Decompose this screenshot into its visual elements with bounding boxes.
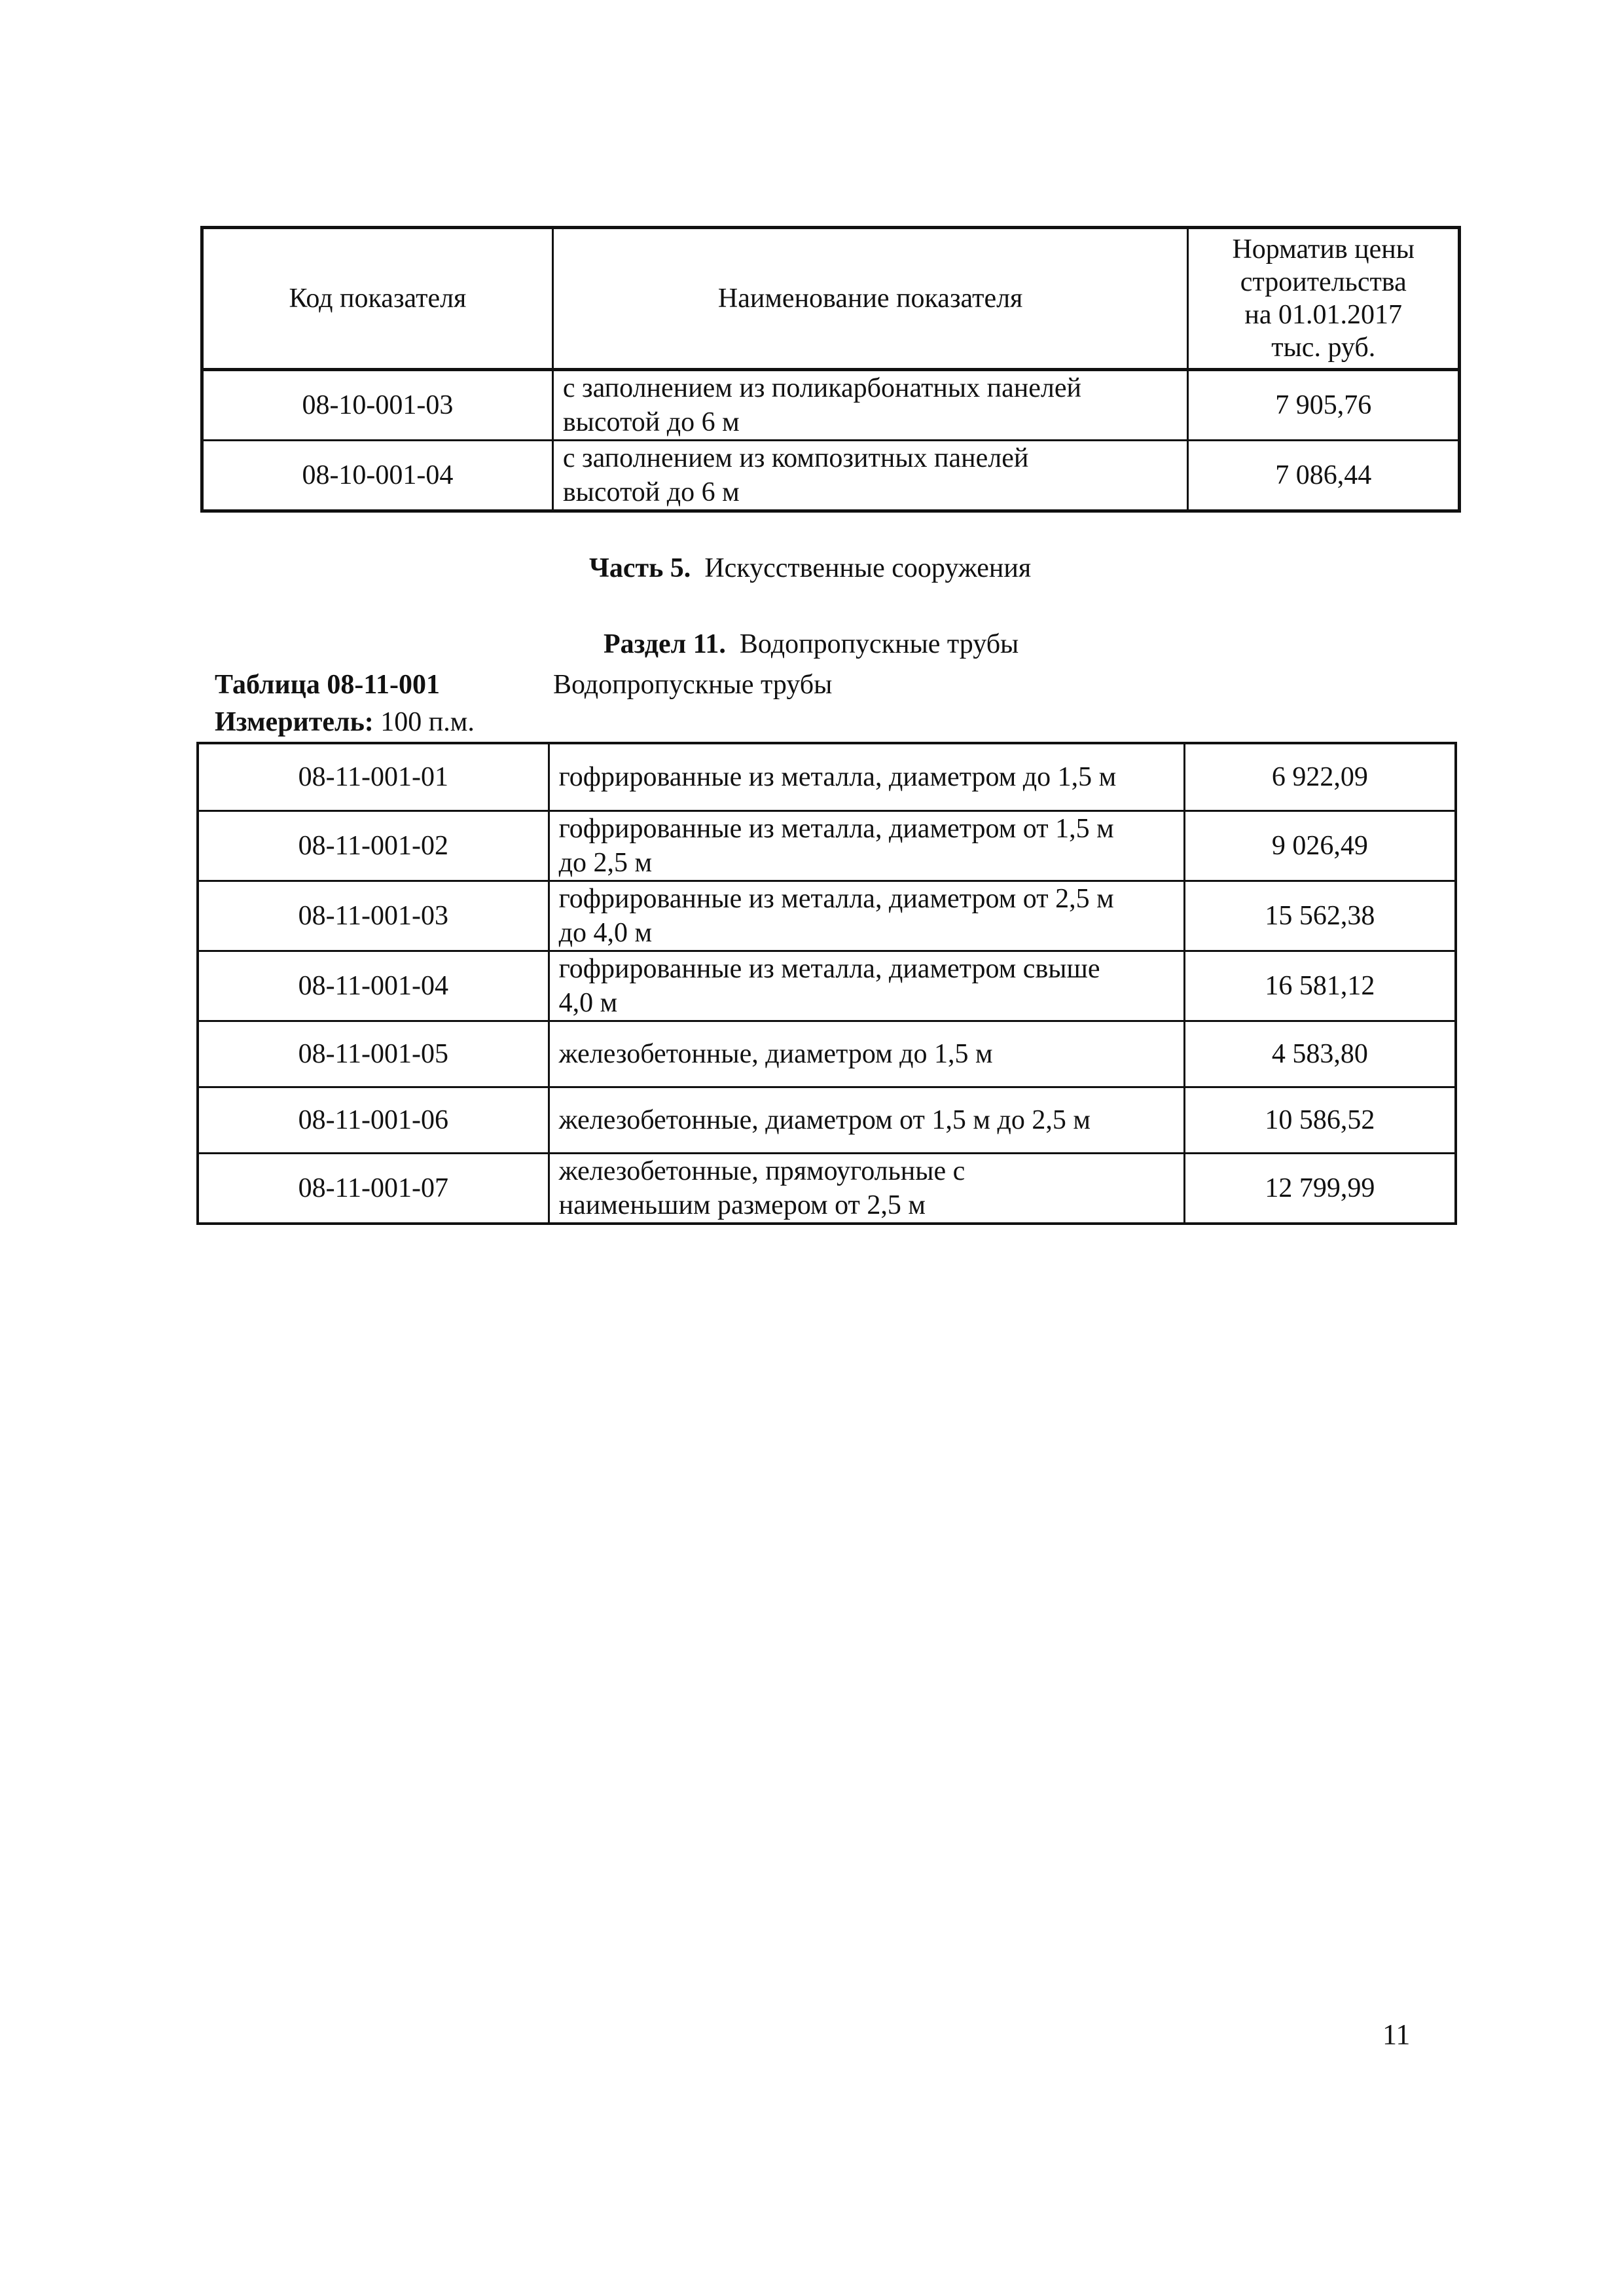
header-value-line: строительства: [1240, 267, 1407, 297]
table-row: [202, 370, 1460, 441]
row-code: 08-11-001-02: [198, 811, 549, 881]
table-header-row: [202, 228, 1460, 370]
row-code: 08-11-001-05: [198, 1021, 549, 1087]
row-value: 10 586,52: [1184, 1087, 1456, 1154]
row-name-line: до 4,0 м: [558, 918, 653, 948]
row-name: [549, 811, 1184, 881]
header-name: Наименование показателя: [552, 228, 1188, 370]
table-row: [202, 441, 1460, 511]
row-name: [549, 951, 1184, 1021]
table-row: [198, 881, 1456, 951]
page-number: 11: [1382, 2018, 1411, 2050]
row-name: [549, 1154, 1184, 1224]
row-name-line: наименьшим размером от 2,5 м: [558, 1190, 926, 1220]
row-code: 08-11-001-07: [198, 1154, 549, 1224]
measure-label: Измеритель:: [215, 707, 374, 737]
table-row: [198, 1087, 1456, 1154]
header-value: [1188, 228, 1460, 370]
price-table-08-11-001: [196, 742, 1457, 1225]
row-name: [549, 743, 1184, 811]
row-name: [552, 441, 1188, 511]
row-value: 7 905,76: [1188, 370, 1460, 441]
row-name-line: с заполнением из поликарбонатных панелей: [562, 373, 1081, 403]
header-value-line: Норматив цены: [1232, 234, 1415, 264]
part-label: Часть 5.: [589, 553, 691, 583]
table-caption-title: Водопропускные трубы: [553, 670, 833, 700]
row-name-line: высотой до 6 м: [562, 407, 740, 437]
row-value: 6 922,09: [1184, 743, 1456, 811]
row-value: 7 086,44: [1188, 441, 1460, 511]
row-name: [549, 1087, 1184, 1154]
row-code: 08-10-001-04: [202, 441, 553, 511]
table-row: [198, 951, 1456, 1021]
row-code: 08-11-001-06: [198, 1087, 549, 1154]
section-heading: [604, 627, 1019, 661]
section-label: Раздел 11.: [604, 629, 726, 659]
row-name-line: гофрированные из металла, диаметром свыше: [558, 954, 1100, 984]
row-value: 15 562,38: [1184, 881, 1456, 951]
section-title: Водопропускные трубы: [739, 629, 1019, 659]
part-heading: [589, 551, 1031, 585]
row-value: 12 799,99: [1184, 1154, 1456, 1224]
row-name-line: до 2,5 м: [558, 848, 653, 878]
price-table-continued: [200, 226, 1461, 513]
table-row: [198, 743, 1456, 811]
header-value-line: на 01.01.2017: [1244, 300, 1403, 330]
row-value: 16 581,12: [1184, 951, 1456, 1021]
row-name-line: гофрированные из металла, диаметром от 2,5 м: [558, 884, 1114, 914]
row-code: 08-11-001-01: [198, 743, 549, 811]
part-title: Искусственные сооружения: [704, 553, 1032, 583]
header-code: Код показателя: [202, 228, 553, 370]
row-value: 9 026,49: [1184, 811, 1456, 881]
row-name: [552, 370, 1188, 441]
row-name-line: железобетонные, диаметром от 1,5 м до 2,5 м: [558, 1105, 1091, 1135]
row-name-line: высотой до 6 м: [562, 477, 740, 507]
row-name: [549, 1021, 1184, 1087]
row-code: 08-10-001-03: [202, 370, 553, 441]
row-name-line: железобетонные, прямоугольные с: [558, 1156, 965, 1186]
measure-line: [215, 705, 475, 739]
table-caption-label: Таблица 08-11-001: [215, 670, 441, 700]
row-name-line: железобетонные, диаметром до 1,5 м: [558, 1039, 993, 1069]
row-code: 08-11-001-03: [198, 881, 549, 951]
row-name-line: гофрированные из металла, диаметром от 1,5 м: [558, 814, 1114, 844]
row-name-line: 4,0 м: [558, 988, 618, 1018]
row-name-line: гофрированные из металла, диаметром до 1,5 м: [558, 762, 1117, 792]
table-row: [198, 1154, 1456, 1224]
row-name-line: с заполнением из композитных панелей: [562, 443, 1029, 473]
table-row: [198, 1021, 1456, 1087]
header-value-line: тыс. руб.: [1271, 333, 1376, 363]
measure-value: 100 п.м.: [380, 707, 475, 737]
row-code: 08-11-001-04: [198, 951, 549, 1021]
row-name: [549, 881, 1184, 951]
row-value: 4 583,80: [1184, 1021, 1456, 1087]
table-row: [198, 811, 1456, 881]
